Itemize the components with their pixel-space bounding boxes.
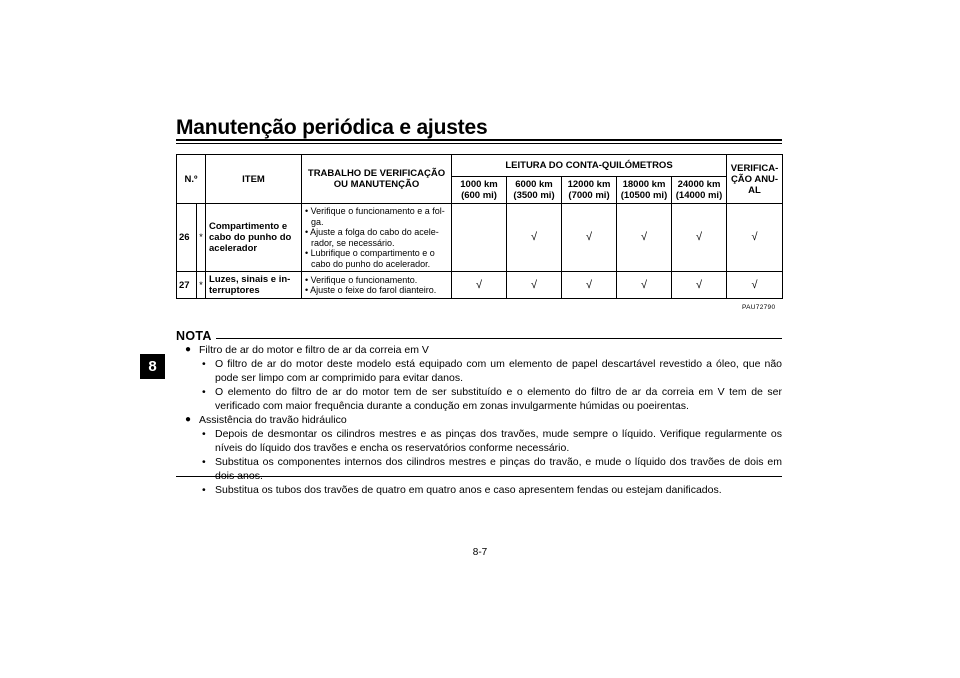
nota-section <box>182 413 782 427</box>
header-annual: VERIFICA-ÇÃO ANU-AL <box>727 155 783 204</box>
dot-icon: • <box>202 484 206 496</box>
nota-section-title: Assistência do travão hidráulico <box>199 414 347 426</box>
interval-header: 12000 km (7000 mi) <box>562 177 617 204</box>
interval-header: 24000 km (14000 mi) <box>672 177 727 204</box>
nota-point: • O filtro de ar do motor deste modelo está equipado com um elemento de papel descartável revestido a óleo, que não pode ser limpo com ar comprimido para evitar danos. <box>202 358 782 384</box>
header-item: ITEM <box>206 155 302 204</box>
table-row <box>177 204 783 272</box>
interval-header: 18000 km (10500 mi) <box>617 177 672 204</box>
row-number: 27 <box>177 272 197 299</box>
nota-rule <box>216 338 782 339</box>
nota-section <box>182 343 782 357</box>
check-cell <box>452 204 507 272</box>
nota-bottom-rule <box>176 476 782 477</box>
dot-icon: • <box>202 358 206 370</box>
row-item: Luzes, sinais e in-terruptores <box>206 272 302 299</box>
nota-body <box>182 343 782 497</box>
row-item: Compartimento e cabo do punho do acelerador <box>206 204 302 272</box>
row-star: * <box>197 272 206 299</box>
check-cell: √ <box>562 204 617 272</box>
dot-icon: • <box>202 386 206 398</box>
nota-point: • Substitua os tubos dos travões de quatro em quatro anos e caso apresentem fendas ou estejam danificados. <box>202 484 722 496</box>
interval-header: 1000 km (600 mi) <box>452 177 507 204</box>
row-work: • Verifique o funcionamento e a fol-ga. • Ajuste a folga do cabo do acele-rador, se necessário. • Lubrifique o compartimento e o cabo do punho do acelerador. <box>302 204 452 272</box>
header-work: TRABALHO DE VERIFICAÇÃO OU MANUTENÇÃO <box>302 155 452 204</box>
check-cell: √ <box>507 272 562 299</box>
chapter-tab: 8 <box>140 354 165 379</box>
nota-section-title: Filtro de ar do motor e filtro de ar da correia em V <box>199 344 429 356</box>
check-cell: √ <box>672 272 727 299</box>
nota-point: • Depois de desmontar os cilindros mestres e as pinças dos travões, mude sempre o líquido. Verifique regularmente os níveis do líquido dos travões e encha os reservatórios conforme necessário. <box>202 428 782 454</box>
header-num: N.º <box>177 155 206 204</box>
check-cell: √ <box>672 204 727 272</box>
check-cell: √ <box>507 204 562 272</box>
dot-icon: • <box>202 456 206 468</box>
check-cell: √ <box>562 272 617 299</box>
nota-point: • O elemento do filtro de ar do motor tem de ser substituído e o elemento do filtro de ar da correia em V tem de ser verificado com maior frequência durante a condução em zonas invulgarmente húmidas ou poeirentas. <box>202 386 782 412</box>
check-cell: √ <box>617 272 672 299</box>
row-star: * <box>197 204 206 272</box>
row-work: • Verifique o funcionamento. • Ajuste o feixe do farol dianteiro. <box>302 272 452 299</box>
bullet-icon: ● <box>185 414 192 425</box>
interval-header: 6000 km (3500 mi) <box>507 177 562 204</box>
maintenance-table <box>176 154 783 299</box>
page-title: Manutenção periódica e ajustes <box>176 116 488 139</box>
nota-point: • Substitua os componentes internos dos cilindros mestres e pinças do travão, e mude o líquido dos travões de dois em dois anos. <box>202 456 782 482</box>
check-cell: √ <box>452 272 507 299</box>
table-row <box>177 272 783 299</box>
header-odometer: LEITURA DO CONTA-QUILÓMETROS <box>452 155 727 177</box>
bullet-icon: ● <box>185 344 192 355</box>
dot-icon: • <box>202 428 206 440</box>
page-number: 8-7 <box>472 547 488 558</box>
title-rule <box>176 139 782 144</box>
check-cell: √ <box>727 272 783 299</box>
row-number: 26 <box>177 204 197 272</box>
check-cell: √ <box>727 204 783 272</box>
nota-heading: NOTA <box>176 329 212 343</box>
check-cell: √ <box>617 204 672 272</box>
reference-code: PAU72790 <box>742 304 776 311</box>
